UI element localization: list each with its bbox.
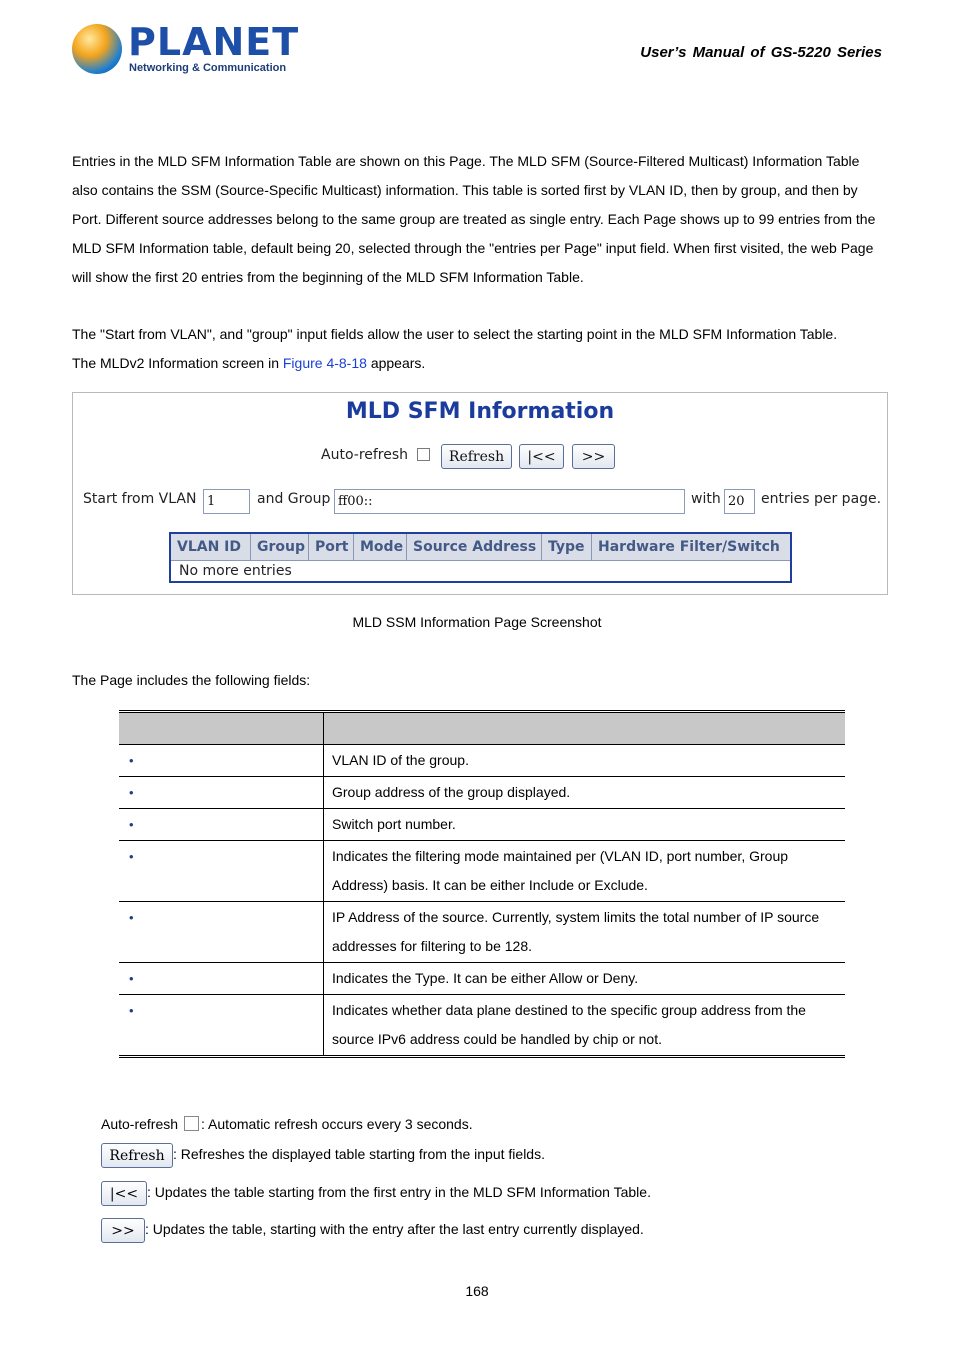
field-description: Switch port number. bbox=[324, 809, 846, 841]
table-row bbox=[119, 963, 845, 995]
with-label: with bbox=[691, 491, 721, 507]
manual-title: User’s Manual of GS-5220 Series bbox=[640, 44, 882, 61]
next-help bbox=[101, 1218, 644, 1243]
bullet-icon: • bbox=[129, 1003, 134, 1018]
field-description: Group address of the group displayed. bbox=[324, 777, 846, 809]
sfm-empty-row: No more entries bbox=[179, 563, 292, 579]
first-page-button[interactable]: |<< bbox=[519, 444, 564, 469]
sfm-table-header bbox=[171, 534, 790, 561]
logo-wordmark: PLANET bbox=[128, 20, 300, 64]
start-vlan-input[interactable]: 1 bbox=[203, 489, 250, 514]
screenshot-title: MLD SFM Information bbox=[345, 399, 615, 424]
figure-link[interactable]: Figure 4-8-18 bbox=[282, 355, 367, 371]
next-page-button[interactable]: >> bbox=[572, 444, 615, 469]
auto-refresh-checkbox[interactable] bbox=[417, 448, 430, 461]
sfm-table bbox=[169, 532, 792, 583]
and-group-label: and Group bbox=[257, 491, 331, 507]
intro-paragraph-1: Entries in the MLD SFM Information Table are shown on this Page. The MLD SFM (Source-Filtered Multicast) Information Table also contains the SSM (Source-Specific Multicast) information. This table is sorted first by VLAN ID, then by group, and then by Port. Different source addresses belong to the same group are treated as single entry. Each Page shows up to 99 entries from the MLD SFM Information table, default being 20, selected through the "entries per Page" input field. When first visited, the web Page will show the first 20 entries from the beginning of the MLD SFM Information Table. bbox=[72, 153, 876, 285]
table-row bbox=[119, 777, 845, 809]
col-source-address: Source Address bbox=[407, 534, 542, 560]
fields-header-description bbox=[324, 712, 846, 745]
fields-table-header bbox=[119, 712, 845, 745]
col-hardware-filter: Hardware Filter/Switch bbox=[598, 539, 780, 555]
table-row bbox=[119, 809, 845, 841]
field-description: Indicates the filtering mode maintained per (VLAN ID, port number, Group Address) basis. It can be either Include or Exclude. bbox=[324, 841, 846, 902]
refresh-button[interactable]: Refresh bbox=[441, 444, 512, 469]
table-row bbox=[119, 745, 845, 777]
field-description: Indicates whether data plane destined to the specific group address from the source IPv6 address could be handled by chip or not. bbox=[324, 995, 846, 1057]
fields-table bbox=[119, 710, 845, 1058]
auto-refresh-help-desc: : Automatic refresh occurs every 3 seconds. bbox=[201, 1116, 473, 1132]
next-help-desc: : Updates the table, starting with the entry after the last entry currently displayed. bbox=[145, 1221, 644, 1238]
table-row bbox=[119, 841, 845, 902]
col-type: Type bbox=[542, 534, 592, 560]
next-help-button: >> bbox=[101, 1218, 145, 1243]
bullet-icon: • bbox=[129, 753, 134, 768]
table-row bbox=[119, 995, 845, 1057]
planet-logo bbox=[72, 20, 300, 80]
field-description: IP Address of the source. Currently, system limits the total number of IP source addresses for filtering to be 128. bbox=[324, 902, 846, 963]
intro-paragraph-2-pre: The MLDv2 Information screen in bbox=[72, 355, 279, 371]
first-help-desc: : Updates the table starting from the first entry in the MLD SFM Information Table. bbox=[147, 1184, 651, 1201]
intro-paragraph-2-post: appears. bbox=[370, 355, 426, 371]
auto-refresh-help-label: Auto-refresh bbox=[101, 1116, 179, 1132]
fields-intro: The Page includes the following fields: bbox=[72, 672, 311, 688]
first-help bbox=[101, 1181, 651, 1206]
first-help-button: |<< bbox=[101, 1181, 147, 1206]
mld-sfm-screenshot bbox=[72, 392, 888, 595]
figure-caption: MLD SSM Information Page Screenshot bbox=[352, 614, 602, 630]
page-number: 168 bbox=[465, 1283, 489, 1299]
group-input[interactable]: ff00:: bbox=[334, 489, 685, 514]
col-group: Group bbox=[251, 534, 309, 560]
col-mode: Mode bbox=[354, 534, 407, 560]
checkbox-icon bbox=[184, 1116, 199, 1131]
fields-header-object bbox=[119, 712, 324, 745]
intro-paragraph-2 bbox=[72, 320, 884, 378]
intro-paragraph-2-line1: The "Start from VLAN", and "group" input fields allow the user to select the starting point in the MLD SFM Information Table. bbox=[72, 326, 838, 342]
col-port: Port bbox=[309, 534, 354, 560]
bullet-icon: • bbox=[129, 817, 134, 832]
entries-per-page-input[interactable]: 20 bbox=[724, 489, 755, 514]
field-description: Indicates the Type. It can be either Allow or Deny. bbox=[324, 963, 846, 995]
logo-tagline: Networking & Communication bbox=[129, 62, 287, 74]
refresh-help-desc: : Refreshes the displayed table starting from the input fields. bbox=[173, 1146, 545, 1163]
bullet-icon: • bbox=[129, 971, 134, 986]
start-vlan-label: Start from VLAN bbox=[83, 491, 197, 507]
col-vlan-id: VLAN ID bbox=[171, 534, 251, 560]
bullet-icon: • bbox=[129, 910, 134, 925]
field-description: VLAN ID of the group. bbox=[324, 745, 846, 777]
table-row bbox=[119, 902, 845, 963]
bullet-icon: • bbox=[129, 849, 134, 864]
refresh-help-button: Refresh bbox=[101, 1143, 173, 1168]
intro-paragraph-2-line2 bbox=[72, 349, 884, 378]
globe-icon bbox=[72, 24, 122, 74]
auto-refresh-label: Auto-refresh bbox=[321, 447, 409, 463]
auto-refresh-help bbox=[101, 1116, 473, 1132]
entries-per-page-label: entries per page. bbox=[761, 491, 882, 507]
refresh-help bbox=[101, 1143, 545, 1168]
bullet-icon: • bbox=[129, 785, 134, 800]
